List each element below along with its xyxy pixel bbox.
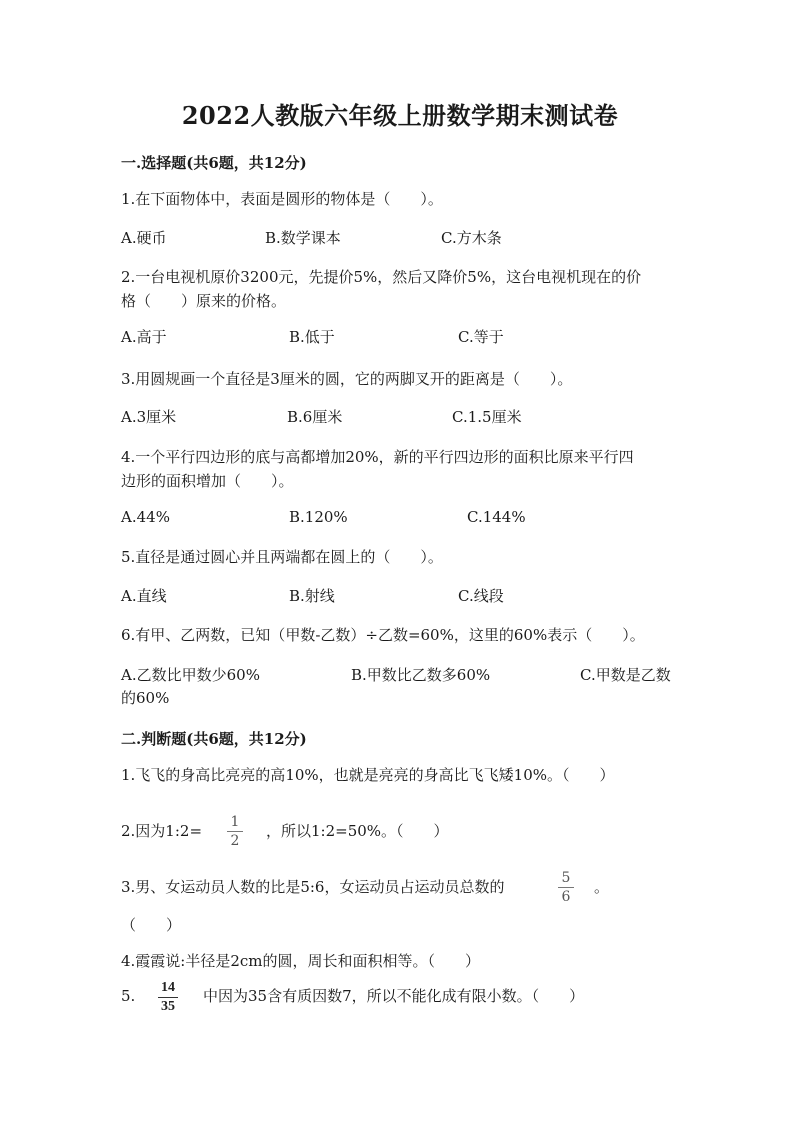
choice-3-option-a: A.3厘米 [121,408,177,426]
judge-question-3-after: 。 [594,878,610,896]
choice-6-option-b: B.甲数比乙数多60% [351,666,491,684]
choice-5-option-b: B.射线 [289,587,335,605]
fraction-denominator: 35 [161,999,175,1014]
choice-6-option-c-continued: 的60% [121,689,170,707]
judge-3-fraction [558,870,574,905]
choice-5-option-c: C.线段 [458,587,504,605]
choice-question-4-line1: 4.一个平行四边形的底与高都增加20%，新的平行四边形的面积比原来平行四 [121,448,634,466]
fraction-bar [227,831,243,832]
choice-4-option-a: A.44% [121,508,170,526]
choice-2-option-b: B.低于 [289,328,335,346]
section-heading-judgement: 二.判断题(共6题，共12分) [121,730,307,748]
choice-6-option-a: A.乙数比甲数少60% [121,666,260,684]
choice-question-1: 1.在下面物体中，表面是圆形的物体是（ ）。 [121,190,443,208]
judge-question-1: 1.飞飞的身高比亮亮的高10%，也就是亮亮的身高比飞飞矮10%。（ ） [121,766,615,784]
choice-4-option-b: B.120% [289,508,348,526]
choice-question-2-line2: 格（ ）原来的价格。 [121,292,287,310]
choice-4-option-c: C.144% [467,508,526,526]
choice-3-option-b: B.6厘米 [287,408,343,426]
judge-question-3-paren: （ ） [121,916,182,934]
judge-2-fraction [227,814,243,849]
judge-5-fraction [158,980,178,1015]
choice-1-option-a: A.硬币 [121,229,167,247]
fraction-denominator: 6 [561,889,571,905]
judge-question-4: 4.霞霞说:半径是2cm的圆，周长和面积相等。（ ） [121,952,481,970]
judge-question-5-number: 5. [121,987,136,1005]
choice-2-option-c: C.等于 [458,328,504,346]
fraction-numerator: 14 [161,980,175,995]
choice-question-3: 3.用圆规画一个直径是3厘米的圆，它的两脚叉开的距离是（ ）。 [121,370,573,388]
judge-question-2-before: 2.因为1:2= [121,822,203,840]
judge-question-2-after: ，所以1:2=50%。（ ） [266,822,449,840]
fraction-bar [558,887,574,888]
judge-question-5-text: 中因为35含有质因数7，所以不能化成有限小数。（ ） [203,987,585,1005]
fraction-numerator: 1 [230,814,240,830]
choice-5-option-a: A.直线 [121,587,167,605]
judge-question-3-before: 3.男、女运动员人数的比是5:6，女运动员占运动员总数的 [121,878,505,896]
fraction-bar [158,997,178,998]
choice-question-6: 6.有甲、乙两数，已知（甲数-乙数）÷乙数=60%，这里的60%表示（ ）。 [121,626,645,644]
choice-1-option-c: C.方木条 [441,229,502,247]
fraction-denominator: 2 [230,833,240,849]
choice-3-option-c: C.1.5厘米 [452,408,522,426]
choice-question-2-line1: 2.一台电视机原价3200元，先提价5%，然后又降价5%，这台电视机现在的价 [121,268,642,286]
choice-6-option-c: C.甲数是乙数 [580,666,671,684]
choice-question-4-line2: 边形的面积增加（ ）。 [121,472,294,490]
choice-2-option-a: A.高于 [121,328,167,346]
page-title: 2022人教版六年级上册数学期末测试卷 [181,101,619,130]
fraction-numerator: 5 [561,870,571,886]
section-heading-choice: 一.选择题(共6题，共12分) [121,154,307,172]
choice-question-5: 5.直径是通过圆心并且两端都在圆上的（ ）。 [121,548,443,566]
choice-1-option-b: B.数学课本 [265,229,341,247]
